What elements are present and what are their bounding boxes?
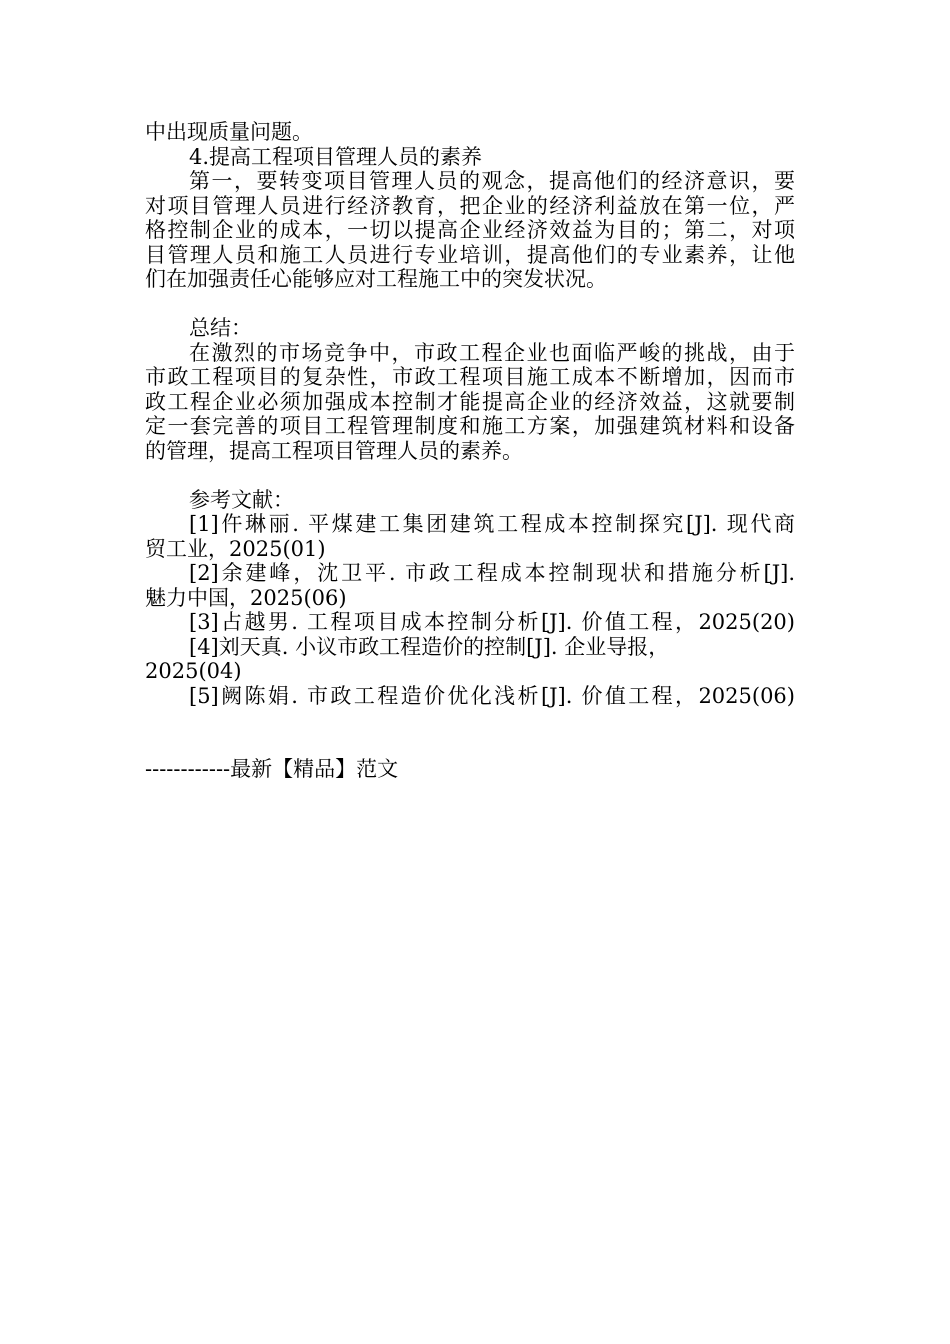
reference-item: [4]刘天真. 小议市政工程造价的控制[J]. 企业导报， bbox=[189, 634, 670, 659]
section-heading: 4.提高工程项目管理人员的素养 bbox=[189, 144, 483, 169]
summary-heading: 总结： bbox=[189, 316, 252, 340]
footer-text: ------------最新【精品】范文 bbox=[145, 757, 399, 781]
reference-item: [5]阙陈娟. 市政工程造价优化浅析[J]. 价值工程，2025(06) bbox=[189, 683, 795, 708]
paragraph-line: 政工程企业必须加强成本控制才能提高企业的经济效益，这就要制 bbox=[145, 389, 795, 414]
continued-paragraph-line: 中出现质量问题。 bbox=[145, 120, 313, 144]
references-heading: 参考文献： bbox=[189, 487, 294, 512]
paragraph-line: 格控制企业的成本，一切以提高企业经济效益为目的；第二，对项 bbox=[145, 218, 795, 242]
reference-item-continued: 贸工业，2025(01) bbox=[145, 536, 326, 561]
paragraph-line: 在激烈的市场竞争中，市政工程企业也面临严峻的挑战，由于 bbox=[189, 340, 795, 365]
paragraph-line: 定一套完善的项目工程管理制度和施工方案，加强建筑材料和设备 bbox=[145, 414, 795, 438]
reference-item-continued: 2025(04) bbox=[145, 659, 242, 683]
spacer bbox=[145, 463, 795, 488]
spacer bbox=[145, 708, 795, 757]
paragraph-line: 市政工程项目的复杂性，市政工程项目施工成本不断增加，因而市 bbox=[145, 365, 795, 389]
spacer bbox=[145, 292, 795, 317]
reference-item: [1]仵琳丽. 平煤建工集团建筑工程成本控制探究[J]. 现代商 bbox=[189, 512, 795, 536]
reference-item-continued: 魅力中国，2025(06) bbox=[145, 585, 347, 610]
paragraph-line: 目管理人员和施工人员进行专业培训，提高他们的专业素养，让他 bbox=[145, 242, 795, 267]
paragraph-line: 第一，要转变项目管理人员的观念，提高他们的经济意识，要 bbox=[189, 169, 795, 193]
reference-item: [2]余建峰，沈卫平. 市政工程成本控制现状和措施分析[J]. bbox=[189, 561, 795, 585]
paragraph-line: 的管理，提高工程项目管理人员的素养。 bbox=[145, 438, 523, 463]
reference-item: [3]占越男. 工程项目成本控制分析[J]. 价值工程，2025(20) bbox=[189, 610, 795, 634]
paragraph-line: 对项目管理人员进行经济教育，把企业的经济利益放在第一位，严 bbox=[145, 193, 795, 218]
paragraph-line: 们在加强责任心能够应对工程施工中的突发状况。 bbox=[145, 267, 607, 291]
document-page bbox=[145, 120, 795, 782]
